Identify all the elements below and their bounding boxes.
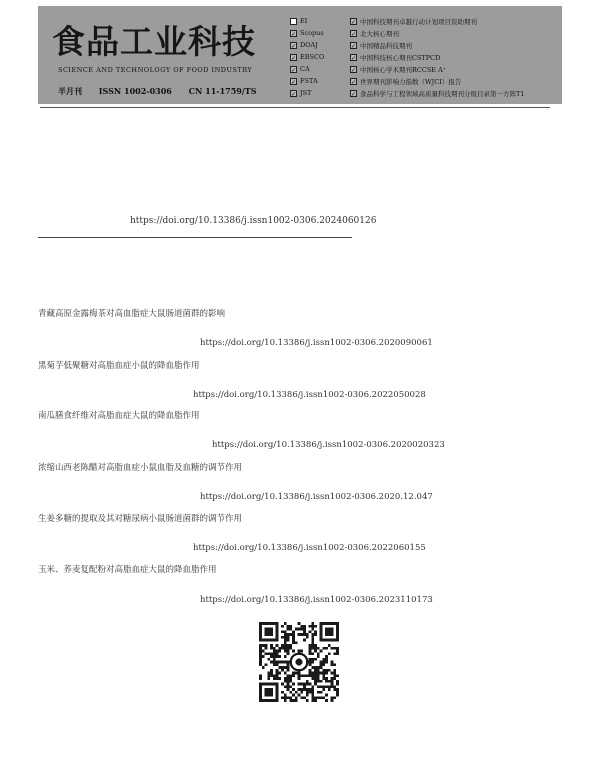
journal-header [38, 6, 562, 104]
index-label: JST [300, 89, 312, 97]
related-article-doi-link[interactable]: https://doi.org/10.13386/j.issn1002-0306.2022050028 [193, 390, 426, 400]
related-article-doi-link[interactable]: https://doi.org/10.13386/j.issn1002-0306.2020020323 [212, 440, 445, 450]
related-article-title[interactable]: 玉米、荞麦复配粉对高脂血症大鼠的降血脂作用 [38, 565, 217, 575]
checkbox-icon: ✓ [351, 54, 357, 62]
checkbox-icon: ✓ [351, 78, 357, 86]
recognition-item [350, 39, 560, 51]
recognition-item [350, 63, 560, 75]
recognition-label: 中国科技期刊卓越行动计划项目资助期刊 [360, 17, 477, 26]
recognition-label: 北大核心期刊 [360, 29, 399, 38]
checkbox-icon: ✓ [351, 66, 357, 74]
index-label: Scopus [300, 29, 324, 37]
recognition-label: 中国核心学术期刊RCCSE A⁺ [360, 65, 447, 74]
related-article-title[interactable]: 浓缩山西老陈醋对高脂血症小鼠血脂及血糖的调节作用 [38, 463, 243, 473]
checkbox-icon: ✓ [351, 90, 357, 98]
checkbox-icon: ✓ [291, 42, 297, 50]
index-label: FSTA [300, 77, 318, 85]
journal-title: 食品工业科技 [52, 22, 256, 61]
qr-code-icon [259, 622, 339, 702]
related-article-doi-link[interactable]: https://doi.org/10.13386/j.issn1002-0306.2022060155 [193, 543, 426, 553]
recognition-item [350, 87, 560, 99]
index-label: CA [300, 65, 310, 73]
journal-subtitle: SCIENCE AND TECHNOLOGY OF FOOD INDUSTRY [58, 66, 253, 74]
checkbox-icon: ✓ [351, 18, 357, 26]
recognition-label: 中国精品科技期刊 [360, 41, 412, 50]
recognition-label: 食品科学与工程领域高质量科技期刊分级目录第一方阵T1 [360, 89, 525, 98]
related-article-title[interactable]: 南瓜膳食纤维对高脂血症大鼠的降血脂作用 [38, 411, 200, 421]
recognition-label: 世界期刊影响力指数（WJCI）报告 [360, 77, 462, 86]
index-label: EI [300, 17, 308, 25]
article-doi-link[interactable]: https://doi.org/10.13386/j.issn1002-0306.2024060126 [130, 216, 377, 226]
recognition-label: 中国科技核心期刊CSTPCD [360, 53, 441, 62]
checkbox-icon [290, 18, 297, 25]
checkbox-icon: ✓ [291, 66, 297, 74]
related-article-title[interactable]: 生姜多糖的提取及其对糖尿病小鼠肠道菌群的调节作用 [38, 514, 243, 524]
checkbox-icon: ✓ [351, 30, 357, 38]
recognition-item [350, 15, 560, 27]
recognition-item [350, 75, 560, 87]
recognition-list [350, 15, 560, 99]
index-label: EBSCO [300, 53, 325, 61]
checkbox-icon: ✓ [291, 90, 297, 98]
related-article-doi-link[interactable]: https://doi.org/10.13386/j.issn1002-0306.2020090061 [200, 338, 433, 348]
journal-issn: ISSN 1002-0306 [98, 86, 172, 96]
checkbox-icon: ✓ [291, 30, 297, 38]
journal-issn-line [58, 86, 271, 97]
checkbox-icon: ✓ [351, 42, 357, 50]
checkbox-icon: ✓ [291, 78, 297, 86]
index-label: DOAJ [300, 41, 318, 49]
related-article-doi-link[interactable]: https://doi.org/10.13386/j.issn1002-0306.2023110173 [200, 595, 433, 605]
doi-divider [38, 237, 352, 238]
related-article-title[interactable]: 青藏高原金露梅茶对高血脂症大鼠肠道菌群的影响 [38, 309, 226, 319]
recognition-item [350, 51, 560, 63]
recognition-item [350, 27, 560, 39]
checkbox-icon: ✓ [291, 54, 297, 62]
related-article-doi-link[interactable]: https://doi.org/10.13386/j.issn1002-0306.2020.12.047 [200, 492, 433, 502]
related-article-title[interactable]: 黑菊芋低聚糖对高脂血症小鼠的降血脂作用 [38, 361, 200, 371]
header-divider [40, 107, 550, 108]
journal-cn: CN 11-1759/TS [188, 86, 257, 96]
journal-frequency: 半月刊 [58, 86, 82, 96]
